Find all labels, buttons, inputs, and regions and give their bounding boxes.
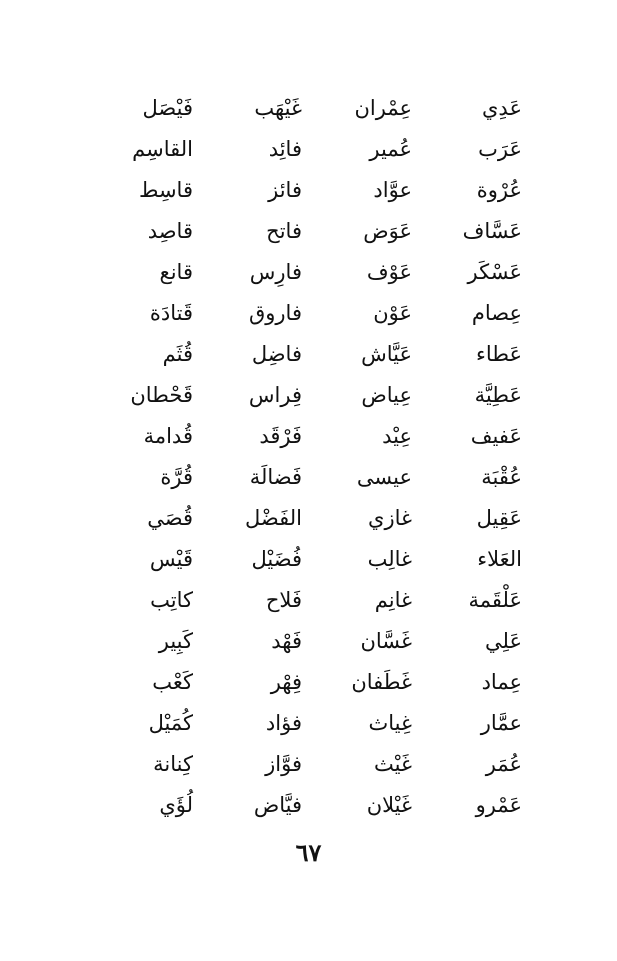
name-entry: فائز — [268, 178, 302, 202]
name-entry: عَمْرو — [475, 793, 522, 817]
name-entry: عُمَر — [485, 752, 522, 776]
name-entry: عِياض — [361, 383, 412, 407]
name-entry: قُثَم — [162, 342, 193, 366]
name-entry: عِيْد — [382, 424, 412, 448]
name-entry: فاتح — [266, 219, 302, 243]
name-entry: عُقْبَة — [481, 465, 522, 489]
name-entry: قَتادَة — [149, 301, 193, 325]
page-number: ٦٧ — [295, 838, 322, 867]
name-entry: القاسِم — [132, 137, 193, 161]
name-row — [0, 666, 617, 707]
name-entry: غازي — [368, 506, 412, 530]
name-entry: فاضِل — [251, 342, 302, 366]
name-entry: عَفيف — [470, 424, 522, 448]
name-entry: كَعْب — [152, 670, 193, 694]
name-entry: غِياث — [368, 711, 412, 735]
name-row — [0, 297, 617, 338]
name-entry: غانِم — [374, 588, 412, 612]
name-entry: فَرْقَد — [259, 424, 302, 448]
name-entry: قَحْطان — [130, 383, 193, 407]
name-entry: عمَّار — [480, 711, 522, 735]
name-entry: عَدِي — [482, 96, 522, 120]
name-entry: قاصِد — [147, 219, 193, 243]
name-entry: قانع — [159, 260, 193, 284]
name-entry: عِمْران — [354, 96, 412, 120]
name-entry: قُرَّة — [160, 465, 193, 489]
name-entry: كُمَيْل — [148, 711, 193, 735]
name-entry: غَيْلان — [366, 793, 412, 817]
name-row — [0, 174, 617, 215]
name-entry: عَوَض — [363, 219, 412, 243]
name-entry: عَسْكَر — [467, 260, 522, 284]
name-entry: عُرْوة — [476, 178, 522, 202]
name-entry: عِماد — [481, 670, 522, 694]
name-entry: غَيْث — [374, 752, 412, 776]
name-entry: عَقِيل — [476, 506, 522, 530]
name-entry: قُصَي — [147, 506, 193, 530]
name-row — [0, 379, 617, 420]
name-entry: عَلِي — [485, 629, 522, 653]
name-entry: عيسى — [356, 465, 412, 489]
name-entry: فائِد — [268, 137, 302, 161]
name-entry: قَيْس — [149, 547, 193, 571]
name-entry: غَيْهَب — [254, 96, 302, 120]
name-entry: فَهْد — [271, 629, 302, 653]
name-row — [0, 543, 617, 584]
name-entry: الفَضْل — [245, 506, 302, 530]
name-entry: فوَّاز — [265, 752, 302, 776]
name-entry: قُدامة — [143, 424, 193, 448]
name-entry: فارِس — [249, 260, 302, 284]
name-row — [0, 338, 617, 379]
name-entry: عَرَب — [478, 137, 522, 161]
name-entry: فاروق — [248, 301, 302, 325]
name-entry: فَيْصَل — [142, 96, 193, 120]
name-row — [0, 420, 617, 461]
name-row — [0, 707, 617, 748]
name-entry: عِصام — [471, 301, 522, 325]
name-entry: لُؤَي — [159, 793, 193, 817]
name-row — [0, 625, 617, 666]
name-row — [0, 256, 617, 297]
name-entry: كَبِير — [158, 629, 193, 653]
name-entry: عُمير — [369, 137, 412, 161]
name-entry: فُضَيْل — [251, 547, 302, 571]
name-entry: عَوْف — [366, 260, 412, 284]
name-entry: غَسَّان — [360, 629, 412, 653]
name-entry: عَطِيَّة — [474, 383, 522, 407]
name-entry: عَلْقَمة — [468, 588, 522, 612]
name-entry: فِراس — [248, 383, 302, 407]
name-entry: عَسَّاف — [462, 219, 522, 243]
name-row — [0, 789, 617, 830]
name-entry: قاسِط — [139, 178, 193, 202]
name-entry: عَطاء — [475, 342, 522, 366]
name-row — [0, 92, 617, 133]
name-entry: فؤاد — [265, 711, 302, 735]
name-row — [0, 748, 617, 789]
names-grid — [0, 92, 617, 830]
name-entry: غالِب — [367, 547, 412, 571]
name-entry: كِنانة — [153, 752, 193, 776]
name-entry: فَلاح — [265, 588, 302, 612]
name-entry: عوَّاد — [373, 178, 412, 202]
name-entry: فِهْر — [270, 670, 302, 694]
name-entry: عَوْن — [373, 301, 412, 325]
name-entry: فَضالَة — [249, 465, 302, 489]
name-row — [0, 215, 617, 256]
name-entry: كاتِب — [150, 588, 193, 612]
name-entry: فيَّاض — [253, 793, 302, 817]
name-row — [0, 133, 617, 174]
name-entry: العَلاء — [477, 547, 522, 571]
name-row — [0, 584, 617, 625]
name-row — [0, 461, 617, 502]
name-row — [0, 502, 617, 543]
name-entry: عَيَّاش — [361, 342, 412, 366]
name-entry: غَطَفان — [351, 670, 412, 694]
